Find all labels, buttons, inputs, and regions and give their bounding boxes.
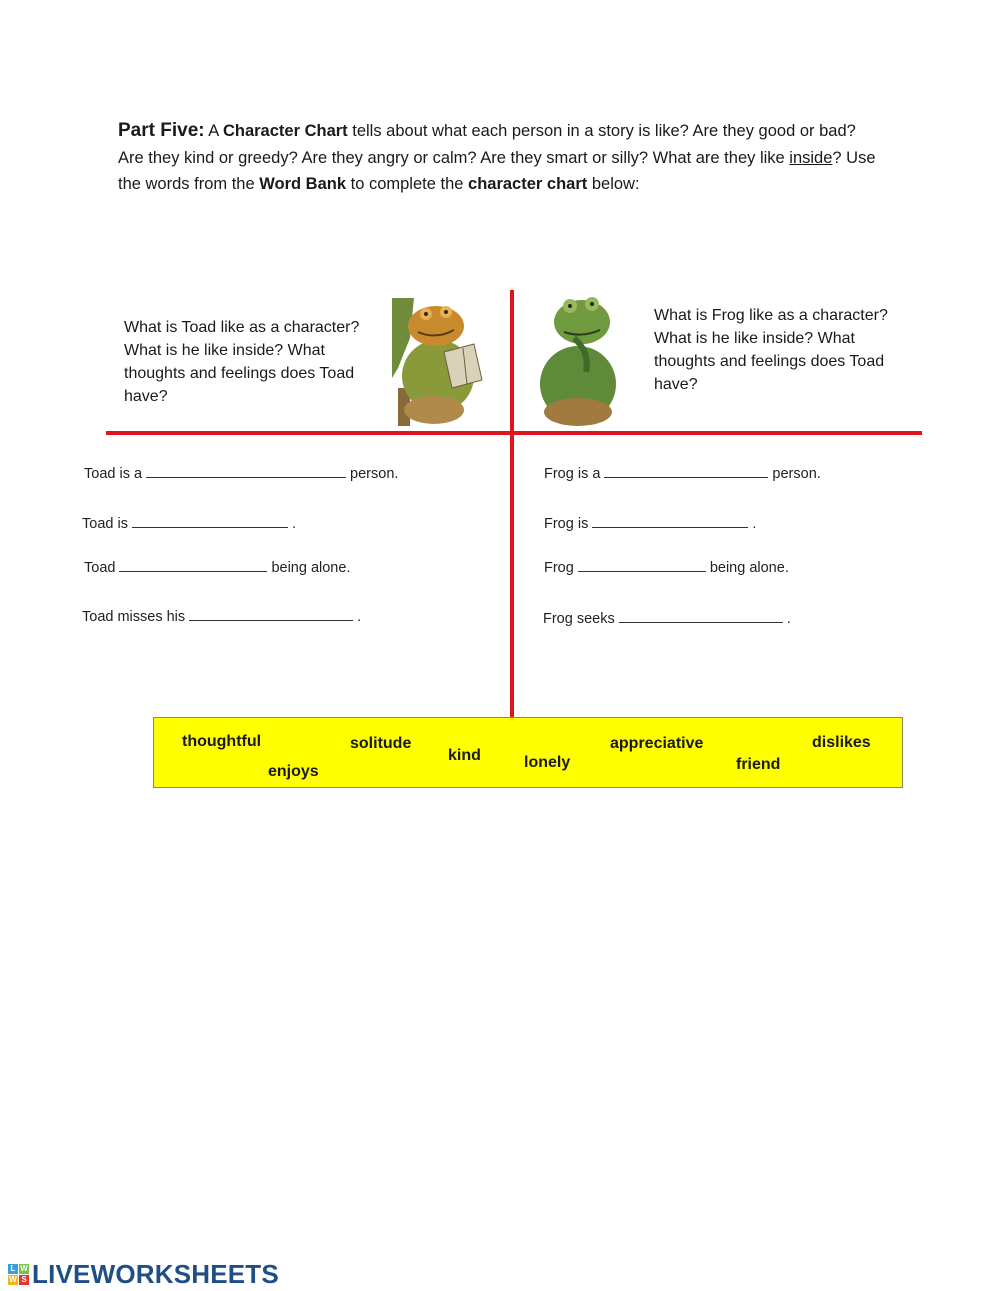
toad-sentence-1-after: person. [350,466,399,482]
word-bank-item: appreciative [610,735,704,752]
intro-text-5: below: [587,175,640,193]
term-word-bank: Word Bank [259,175,347,193]
intro-text-3: ? Use the words from the [118,148,876,193]
part-label: Part Five: [118,120,205,141]
frog-blank-4[interactable] [619,608,783,623]
frog-sentence-4 [543,608,791,627]
term-inside: inside [789,148,833,167]
toad-question: What is Toad like as a character? What is he like inside? What thoughts and feelings does Toad have? [124,319,360,405]
toad-sentence-4-after: . [357,609,362,625]
liveworksheets-grid-icon: L W W S [9,1263,28,1284]
frog-sentence-3 [544,557,789,576]
frog-sentence-2-after: . [752,516,757,532]
toad-sentence-2-before: Toad is [82,516,128,532]
toad-sentence-4 [82,606,361,625]
frog-blank-1[interactable] [604,463,768,478]
toad-sentence-1-before: Toad is a [84,466,143,482]
intro-text-2: tells about what each person in a story is like? Are they good or bad? Are they kind or greedy? Are they angry or calm? Are they smart or silly? What are they like [118,122,856,167]
word-bank-item: thoughtful [182,733,262,750]
intro-text-1: A [204,122,223,140]
word-bank-item: kind [448,747,481,764]
chart-horizontal-divider [106,431,922,435]
instructions [118,118,878,198]
toad-sentence-3-before: Toad [84,560,116,576]
frog-question: What is Frog like as a character? What is he like inside? What thoughts and feelings does Toad have? [654,307,888,393]
toad-sentence-3 [84,557,350,576]
toad-sentence-1 [84,463,398,482]
toad-blank-4[interactable] [189,606,353,621]
frog-sentence-4-before: Frog seeks [543,611,615,627]
toad-sentence-3-after: being alone. [271,560,351,576]
frog-sentence-1-before: Frog is a [544,466,601,482]
toad-blank-3[interactable] [119,557,267,572]
toad-blank-1[interactable] [146,463,346,478]
frog-sentence-2-before: Frog is [544,516,589,532]
frog-sentence-3-before: Frog [544,560,574,576]
toad-blank-2[interactable] [132,513,288,528]
chart-vertical-divider [510,290,514,718]
word-bank-item: enjoys [268,763,319,780]
frog-sentence-2 [544,513,756,532]
frog-blank-3[interactable] [578,557,706,572]
word-bank-item: solitude [350,735,412,752]
toad-sentence-2 [82,513,296,532]
toad-sentence-2-after: . [291,516,296,532]
frog-sentence-1-after: person. [772,466,821,482]
toad-sentence-4-before: Toad misses his [82,609,186,625]
word-bank [153,717,903,788]
liveworksheets-logo [8,1259,279,1289]
brand-name: LIVEWORKSHEETS [32,1258,279,1289]
word-bank-item: friend [736,756,781,773]
word-bank-item: dislikes [812,734,871,751]
term-character-chart: Character Chart [222,122,348,140]
frog-sentence-4-after: . [786,611,791,627]
intro-text-4: to complete the [346,175,469,193]
word-bank-item: lonely [524,754,571,771]
frog-sentence-3-after: being alone. [709,560,789,576]
toad-reading-book-icon [392,298,492,426]
frog-blank-2[interactable] [592,513,748,528]
frog-sentence-1 [544,463,821,482]
frog-thinking-icon [534,292,622,426]
term-character-chart-lower: character chart [468,175,588,193]
